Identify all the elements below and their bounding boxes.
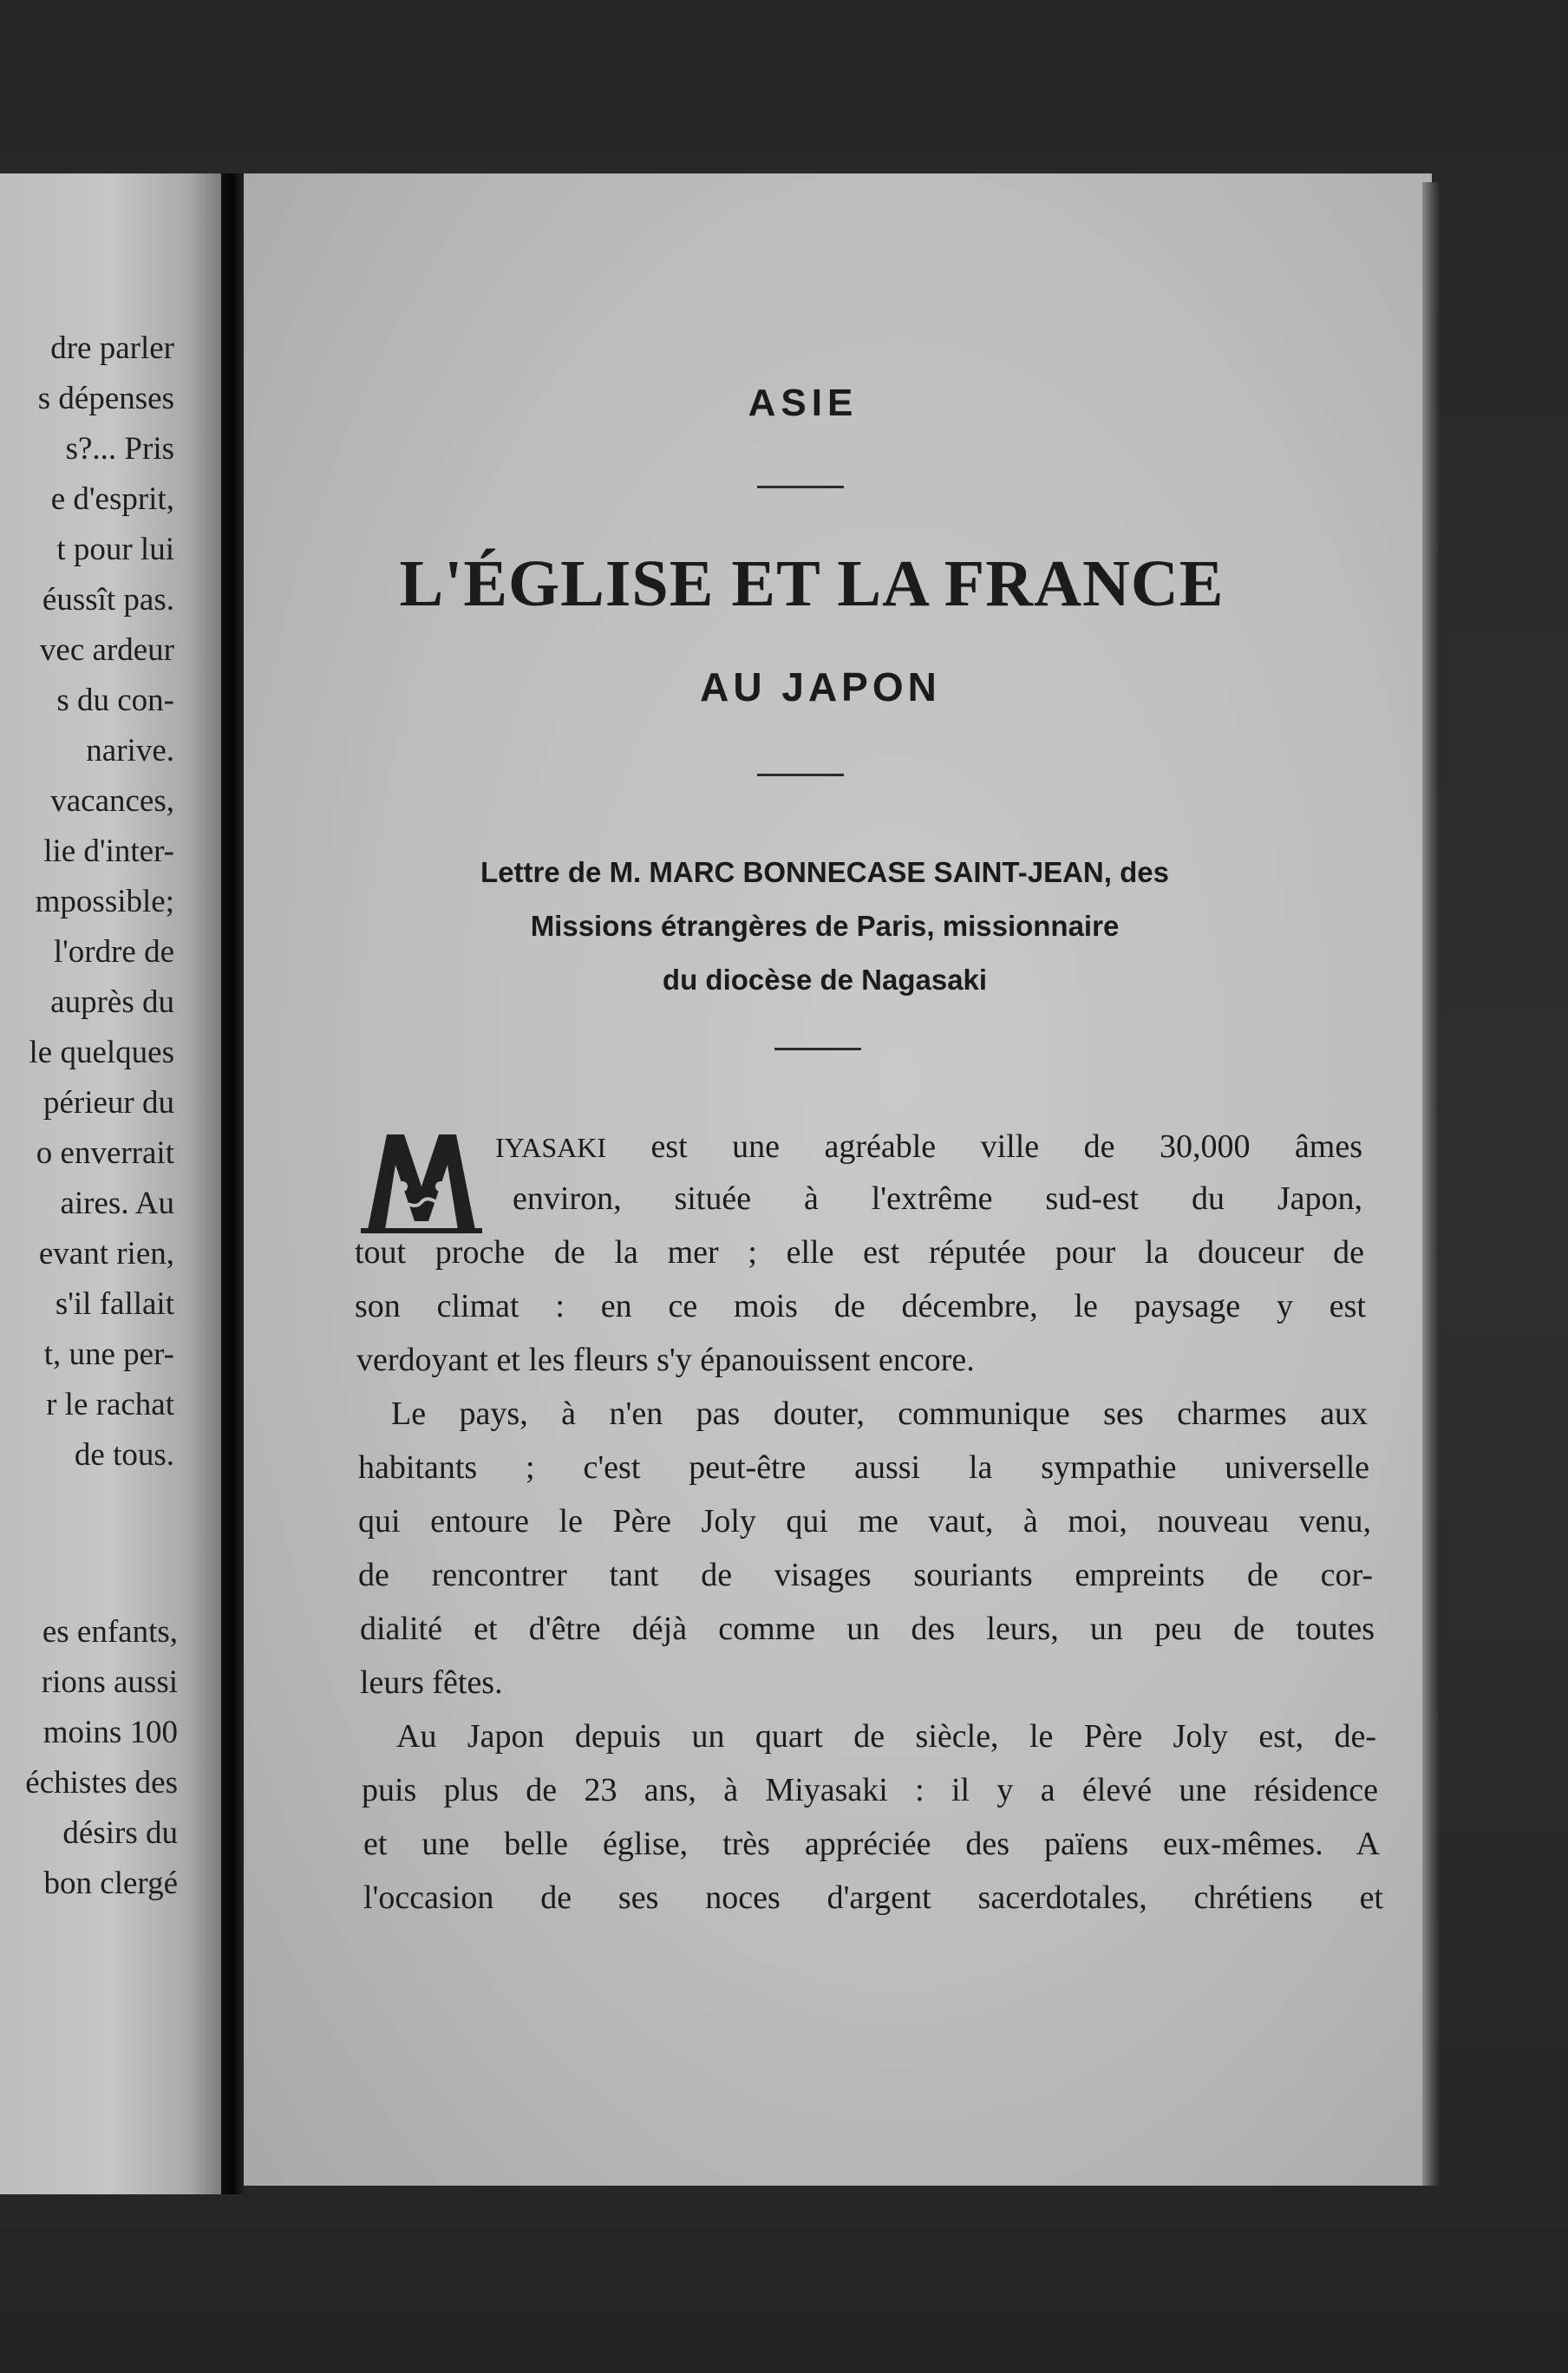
left-page-line: aires. Au [60, 1186, 174, 1221]
body-line: Le pays, à n'en pas douter, communique ses charmes aux [391, 1396, 1368, 1432]
body-line [495, 1128, 1362, 1166]
left-page-line: o enverrait [36, 1135, 174, 1171]
left-page-line: périeur du [42, 1085, 174, 1121]
left-page-line: evant rien, [38, 1236, 174, 1271]
left-page-line: r le rachat [46, 1387, 174, 1422]
first-word: IYASAKI [495, 1132, 606, 1163]
left-page-line: vacances, [50, 783, 174, 819]
left-page-line: t pour lui [56, 532, 174, 567]
left-page-line: dre parler [50, 330, 174, 366]
letter-attribution [231, 846, 1419, 1007]
body-line: l'occasion de ses noces d'argent sacerdotales, chrétiens et [363, 1879, 1383, 1916]
attribution-line: du diocèse de Nagasaki [662, 964, 988, 996]
body-line: tout proche de la mer ; elle est réputée pour la douceur de [355, 1234, 1364, 1271]
left-page-line: l'ordre de [53, 934, 174, 970]
body-line: habitants ; c'est peut-être aussi la sympathie universelle [358, 1449, 1369, 1486]
left-page-line: auprès du [50, 984, 174, 1020]
body-line: et une belle église, très appréciée des païens eux-mêmes. A [363, 1826, 1380, 1862]
left-page-line: de tous. [74, 1437, 174, 1473]
body-line: de rencontrer tant de visages souriants empreints de cor- [358, 1557, 1373, 1593]
body-line: son climat : en ce mois de décembre, le paysage y est [355, 1288, 1366, 1324]
divider-rule [774, 1048, 861, 1050]
left-page-line: moins 100 [42, 1715, 178, 1750]
left-page-line: s?... Pris [65, 431, 174, 467]
left-page-line: vec ardeur [39, 632, 174, 668]
left-page-line: narive. [86, 733, 174, 768]
left-page-line: e d'esprit, [50, 481, 174, 517]
page-edge [1422, 182, 1440, 2186]
left-page-line: s dépenses [37, 381, 174, 416]
left-page-line: mpossible; [35, 884, 174, 919]
body-line: leurs fêtes. [360, 1664, 503, 1701]
left-page-line: le quelques [29, 1035, 174, 1070]
left-page-line: échistes des [25, 1765, 178, 1801]
body-line: verdoyant et les fleurs s'y épanouissent encore. [356, 1342, 975, 1378]
article-subtitle: AU JAPON [700, 664, 941, 709]
book-spine [221, 173, 244, 2194]
divider-rule [757, 774, 844, 776]
body-line: puis plus de 23 ans, à Miyasaki : il y a élevé une résidence [362, 1772, 1378, 1808]
body-line: environ, située à l'extrême sud-est du Japon, [513, 1180, 1362, 1217]
left-page-line: bon clergé [43, 1866, 178, 1901]
body-line: Au Japon depuis un quart de siècle, le Père Joly est, de- [396, 1718, 1376, 1755]
attribution-line: Lettre de M. MARC BONNECASE SAINT-JEAN, des [480, 856, 1169, 888]
left-page [0, 173, 221, 2194]
left-page-line: lie d'inter- [43, 833, 174, 869]
body-line: qui entoure le Père Joly qui me vaut, à moi, nouveau venu, [358, 1503, 1371, 1540]
left-page-line: s'il fallait [55, 1286, 174, 1322]
attribution-line: Missions étrangères de Paris, missionnaire [530, 910, 1120, 942]
right-page [244, 173, 1432, 2186]
article-title: L'ÉGLISE ET LA FRANCE [399, 547, 1225, 620]
line-text: est une agréable ville de 30,000 âmes [650, 1128, 1362, 1165]
left-page-line: désirs du [62, 1815, 178, 1851]
left-page-line: es enfants, [42, 1614, 178, 1650]
section-label: ASIE [748, 382, 859, 424]
left-page-line: s du con- [56, 683, 174, 718]
left-page-line: t, une per- [43, 1337, 174, 1372]
left-page-line: éussît pas. [42, 582, 174, 618]
body-line: dialité et d'être déjà comme un des leurs, un peu de toutes [360, 1611, 1375, 1647]
ornamental-drop-cap [361, 1126, 482, 1237]
divider-rule [757, 486, 844, 488]
left-page-line: rions aussi [41, 1664, 178, 1700]
